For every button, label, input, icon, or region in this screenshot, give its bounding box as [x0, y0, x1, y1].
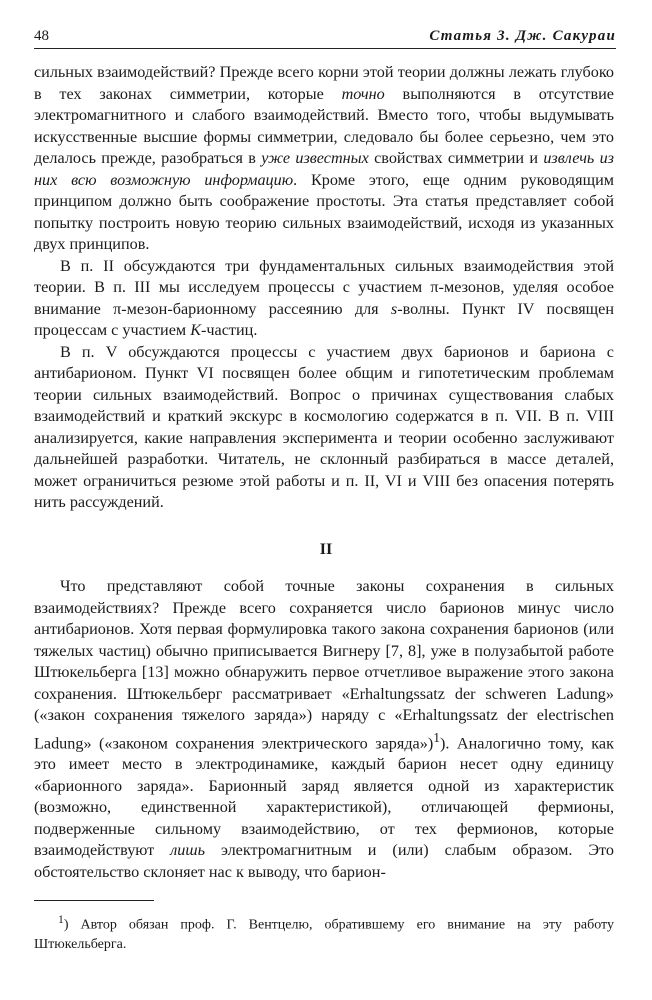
footnote-text: ) Автор обязан проф. Г. Вентцелю, обратившему его внимание на эту работу Штюкельберга. [34, 917, 614, 952]
section-body [34, 576, 614, 883]
footnote-marker: 1 [58, 913, 64, 926]
section-heading: II [319, 541, 333, 558]
footnote [34, 910, 614, 954]
page-header [34, 26, 616, 50]
header-rule [34, 48, 616, 49]
page-number: 48 [34, 28, 49, 44]
running-title: Статья 3. Дж. Сакураи [429, 28, 616, 44]
paragraph-3: В п. V обсуждаются процессы с участием двух барионов и бариона с антибарионом. Пункт VI посвящен более общим и гипотетическим проблемам теории сильных взаимодействий. Вопрос о причинах существования слабых взаимодействий и краткий экскурс в космологию содержатся в п. VII. В п. VIII анализируется, какие направления эксперимента и теории особенно заслуживают дальнейшей разработки. Читатель, не склонный разбираться в массе деталей, может ограничиться резюме этой работы и п. II, VI и VIII без опасения потерять нить рассуждений. [34, 342, 614, 511]
paragraph-4: Что представляют собой точные законы сохранения в сильных взаимодействиях? Прежде всего сохраняется число барионов минус число антибарионов. Хотя первая формулировка такого закона сохранения барионов (или тяжелых частиц) обычно приписывается Вигнеру [7, 8], уже в полузабытой работе Штюкельберга [13] можно обнаружить первое отчетливое выражение этого закона сохранения. Штюкельберг рассматривает «Erhaltungssatz der schweren Ladung» («закон сохранения тяжелого заряда») наряду с «Erhaltungssatz der electrischen Ladung» («законом сохранения электрического заряда»)$^1$). Аналогично тому, как это имеет место в электродинамике, каждый барион несет одну единицу «барионного заряда». Барионный заряд является одной из характеристик (возможно, единственной характеристикой), отличающей фермионы, подверженные сильному взаимодействию, от тех фермионов, которые взаимодействуют лишь электромагнитным и (или) слабым образом. Это обстоятельство склоняет нас к выводу, что барион- [34, 577, 614, 881]
body-text [34, 62, 614, 514]
paragraph-1: сильных взаимодействий? Прежде всего корни этой теории должны лежать глубоко в тех законах симметрии, которые точно выполняются в отсутствие электромагнитного и слабого взаимодействий. Вместо того, чтобы выдумывать искусственные высшие формы симметрии, следовало бы более серьезно, чем это делалось прежде, разобраться в уже известных свойствах симметрии и извлечь из них всю возможную информацию. Кроме этого, еще одним руководящим принципом должно быть соображение простоты. Эта статья представляет собой попытку построить новую теорию сильных взаимодействий, исходя из указанных двух принципов. [34, 63, 614, 253]
paragraph-2: В п. II обсуждаются три фундаментальных сильных взаимодействия этой теории. В п. III мы исследуем процессы с участием π-мезонов, уделяя особое внимание π-мезон-барионному рассеянию для s-волны. Пункт IV посвящен процессам с участием K-частиц. [34, 256, 614, 339]
footnote-rule [34, 900, 154, 901]
footnote-reference: 1 [433, 729, 440, 745]
